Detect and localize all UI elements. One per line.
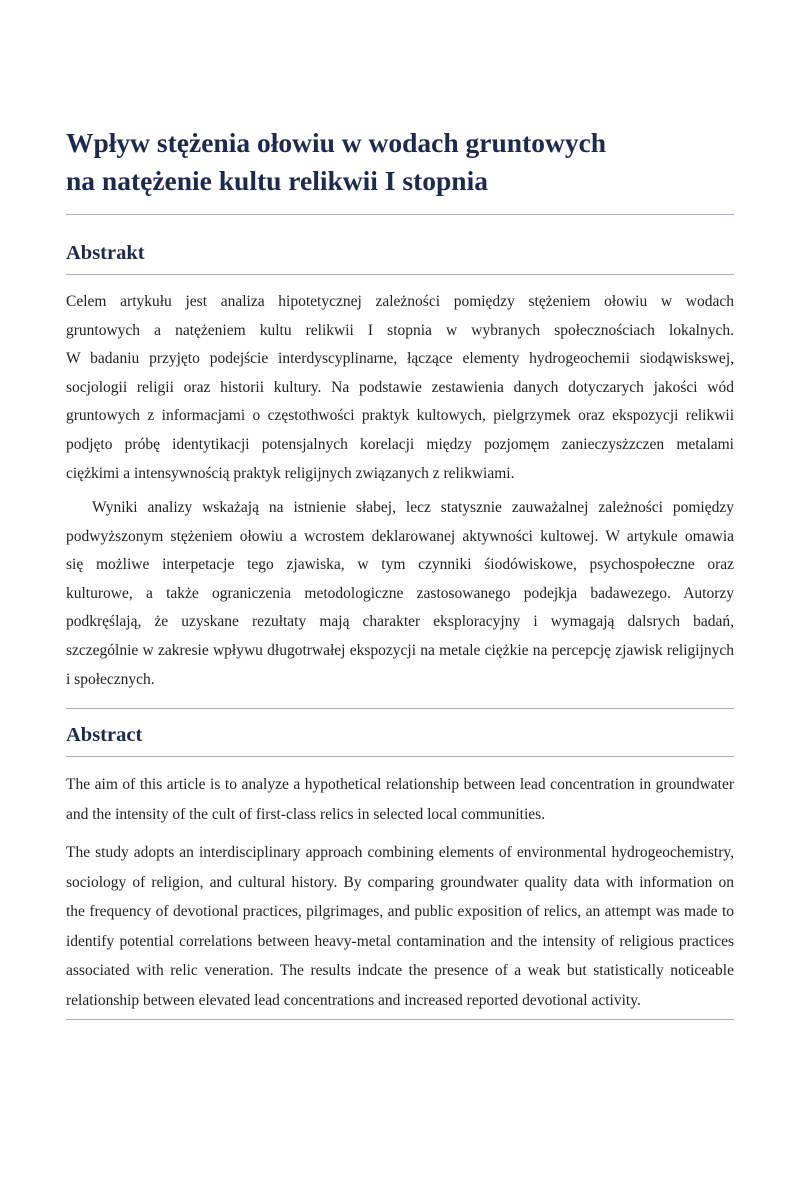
text-line: relationship between elevated lead concentrations and increased reported devotional activity. [66,991,641,1009]
abstract-paragraph-1 [66,770,734,829]
text-line: associated with relic veneration. The results indcate the presence of a weak but statistically noticeable [66,962,734,980]
text-line: się możliwe interpetacje tego zjawiska, w tym czynniki śiodówiskowe, psychospołeczne oraz [66,556,734,574]
text-line: socjologii religii oraz historii kultury. Na podstawie zestawienia danych dotyczarych jakości wód [66,378,734,396]
text-line: The study adopts an interdisciplinary approach combining elements of environmental hydrogeochemistry, [66,844,734,861]
paper-title-line-2: na natężenie kultu relikwii I stopnia [66,165,488,196]
abstract-paragraph-2 [66,838,734,1016]
abstrakt-paragraph-1 [66,288,734,488]
text-line: i społecznych. [66,670,155,688]
footer-divider [66,1019,734,1020]
abstract-heading: Abstract [66,724,143,746]
abstrakt-heading: Abstrakt [66,242,145,264]
text-line: Wyniki analizy wskażają na istnienie słabej, lecz statysznie zauważalnej zależności pomiędzy [92,499,734,516]
title-divider [66,214,734,215]
text-line: kulturowe, a także ograniczenia metodologiczne zastosowanego podejkja badawezego. Autorzy [66,584,734,602]
text-line: the frequency of devotional practices, pilgrimages, and public exposition of relics, an attempt was made to [66,903,734,921]
text-line: podkręślają, że uzyskane rezułtaty mają charakter eksploracyjny i wymagają dalsrych badań, [66,613,734,631]
text-line: ciężkimi a intensywnością praktyk religijnych związanych z relikwiami. [66,464,515,482]
text-line: szczególnie w zakresie wpływu długotrwałej ekspozycji na metale ciężkie na percepcję zjawisk religijnych [66,641,734,659]
section-divider [66,708,734,709]
text-line: W badaniu przyjęto podejście interdyscyplinarne, łączące elementy hydrogeochemii siodąwiskswej, [66,350,734,368]
text-line: gruntowych z informacjami o częstothwości praktyk kultowych, pielgrzymek oraz ekspozycji relikwii [66,407,734,425]
text-line: podjęto próbę identytikacji potensjalnych korelacji między pozjomęm zanieczysżzczen metalami [66,435,734,453]
text-line: The aim of this article is to analyze a hypothetical relationship between lead concentration in groundwater [66,776,734,793]
text-line: identify potential correlations between heavy-metal contamination and the intensity of religious practices [66,932,734,950]
text-line: Celem artykułu jest analiza hipotetycznej zależności pomiędzy stężeniem ołowiu w wodach [66,293,734,310]
paper-title [66,124,746,200]
abstrakt-paragraph-2 [66,494,734,694]
abstrakt-divider [66,274,734,275]
paper-title-line-1: Wpływ stężenia ołowiu w wodach gruntowych [66,127,607,158]
text-line: and the intensity of the cult of first-class relics in selected local communities. [66,805,546,823]
text-line: gruntowych a natężeniem kultu relikwii I stopnia w wybranych społecznościach lokalnych. [66,321,734,339]
text-line: sociology of religion, and cultural history. By comparing groundwater quality data with information on [66,873,734,891]
text-line: podwyższonym stężeniem ołowiu a wcrostem deklarowanej aktywności kultowej. W artykule omawia [66,527,734,545]
abstract-divider [66,756,734,757]
